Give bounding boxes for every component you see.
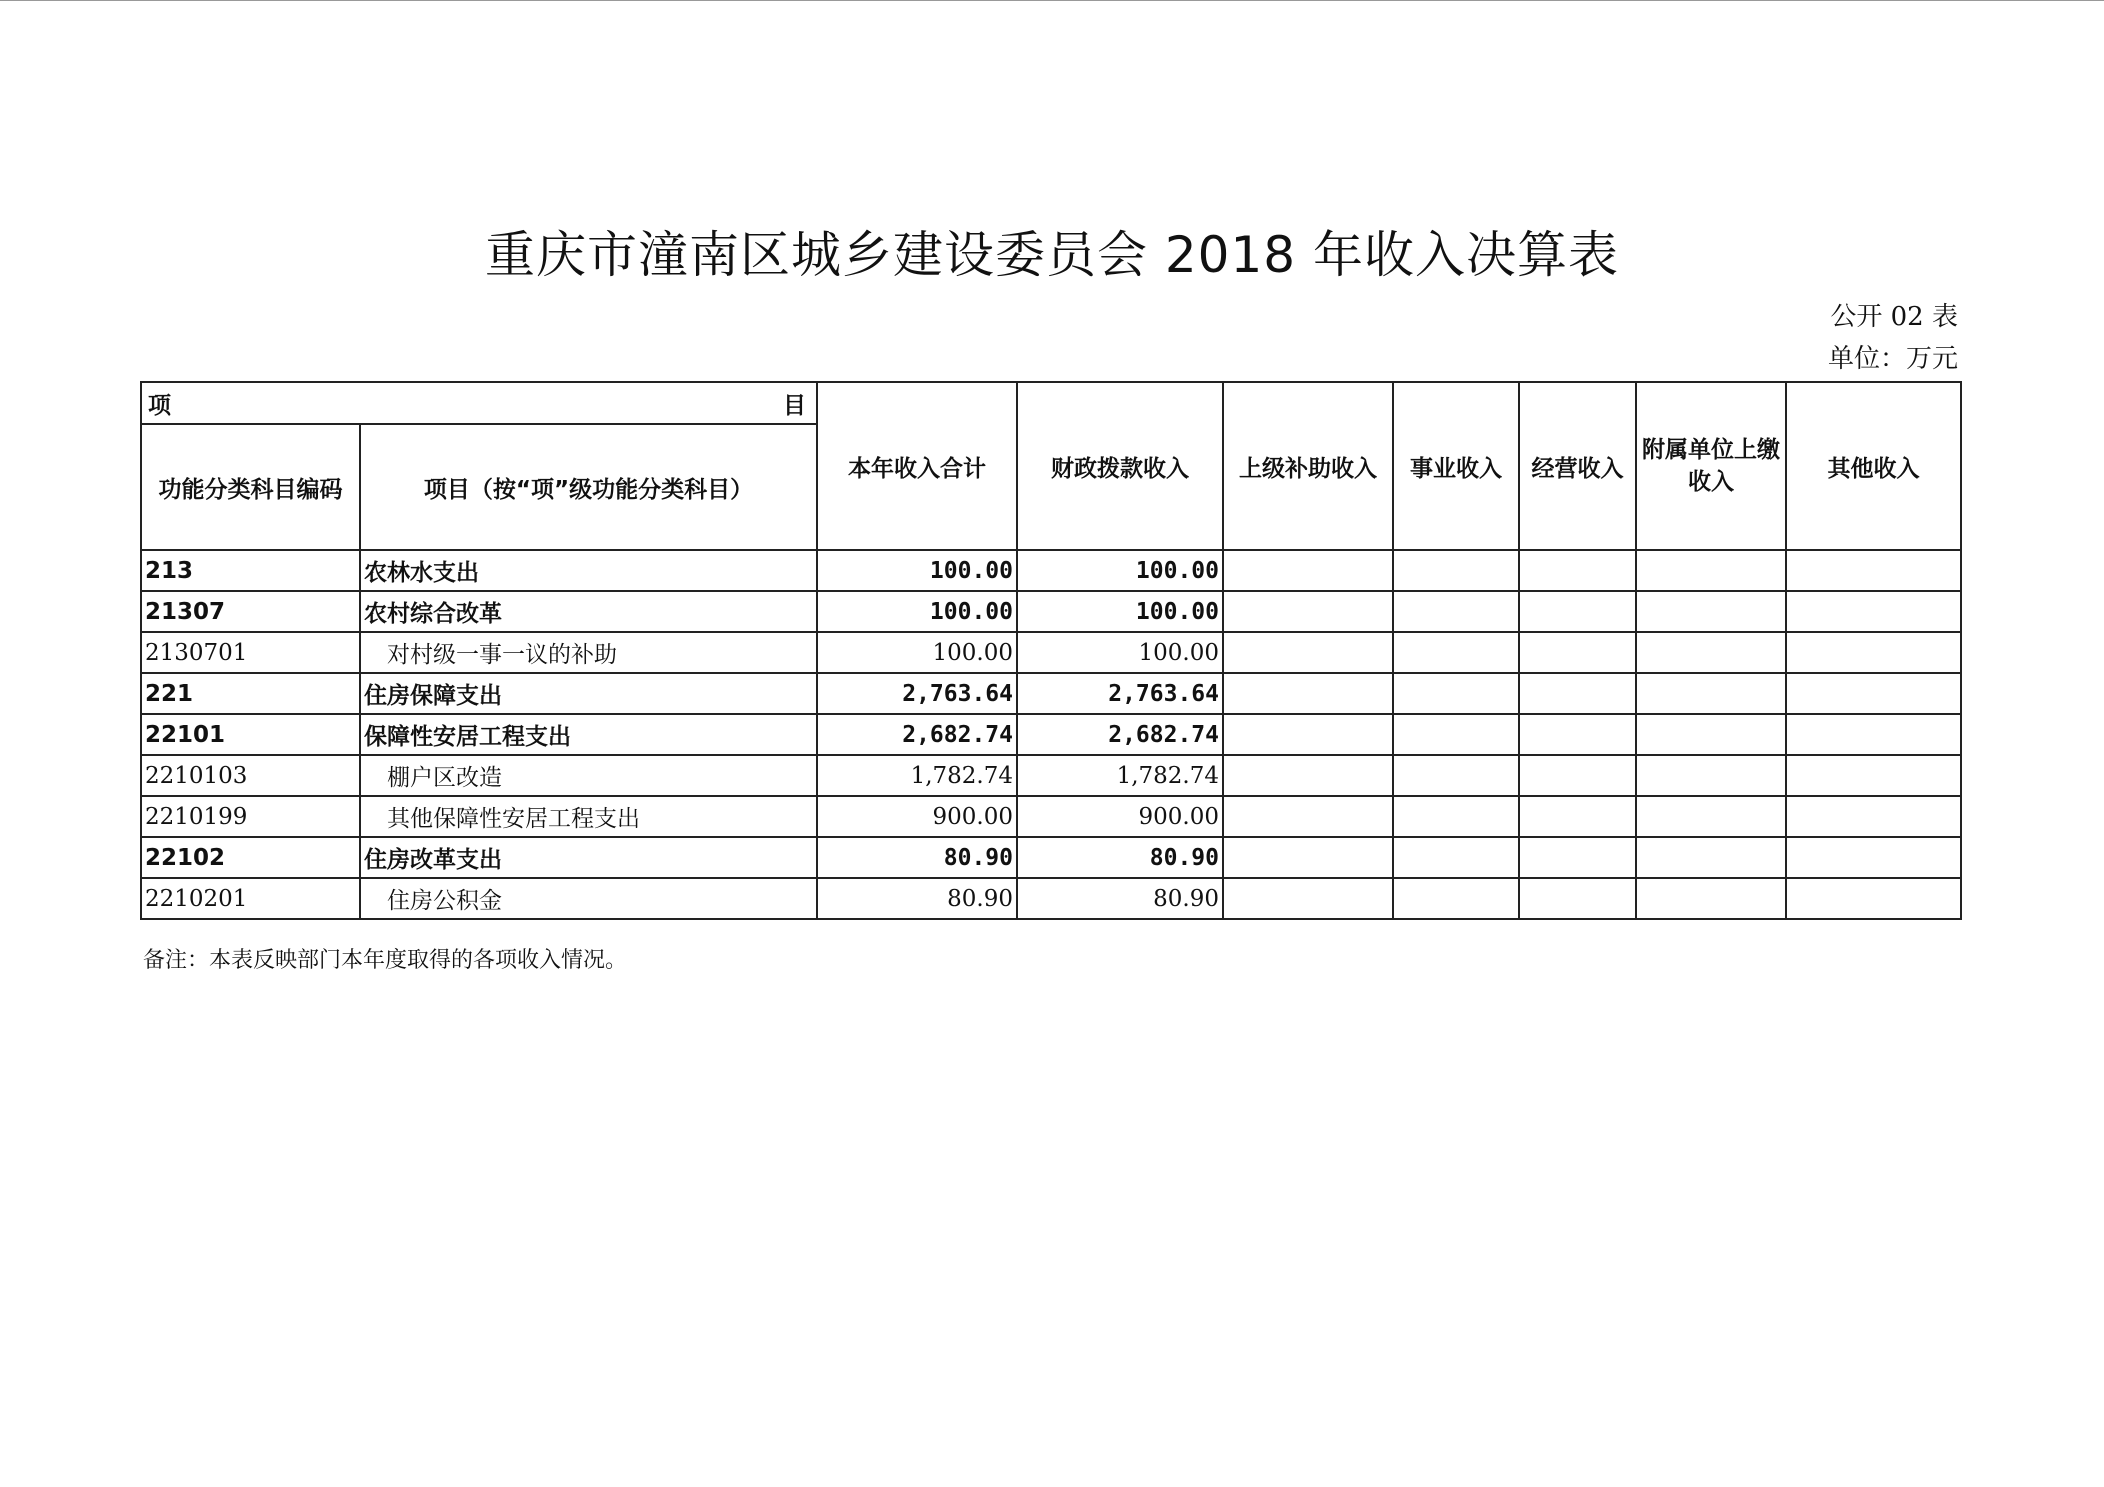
cell-business <box>1393 837 1519 878</box>
cell-code: 213 <box>141 550 360 591</box>
cell-name: 对村级一事一议的补助 <box>360 632 817 673</box>
cell-other <box>1786 673 1961 714</box>
cell-other <box>1786 591 1961 632</box>
header-affiliated: 附属单位上缴收入 <box>1636 382 1786 550</box>
table-row <box>141 755 1961 796</box>
cell-other <box>1786 878 1961 919</box>
cell-business <box>1393 591 1519 632</box>
cell-other <box>1786 796 1961 837</box>
unit-label: 单位：万元 <box>1827 344 1958 374</box>
cell-fiscal: 80.90 <box>1017 878 1223 919</box>
cell-total: 80.90 <box>817 878 1017 919</box>
cell-affiliated <box>1636 796 1786 837</box>
cell-other <box>1786 632 1961 673</box>
cell-fiscal: 900.00 <box>1017 796 1223 837</box>
cell-code: 2210201 <box>141 878 360 919</box>
header-business: 事业收入 <box>1393 382 1519 550</box>
cell-operating <box>1519 714 1636 755</box>
header-code: 功能分类科目编码 <box>141 424 360 550</box>
cell-business <box>1393 673 1519 714</box>
cell-total: 80.90 <box>817 837 1017 878</box>
cell-fiscal: 80.90 <box>1017 837 1223 878</box>
cell-fiscal: 2,763.64 <box>1017 673 1223 714</box>
form-code: 公开 02 表 <box>1830 302 1958 332</box>
cell-affiliated <box>1636 673 1786 714</box>
cell-superior <box>1223 796 1393 837</box>
cell-operating <box>1519 755 1636 796</box>
cell-name: 棚户区改造 <box>360 755 817 796</box>
cell-operating <box>1519 632 1636 673</box>
cell-business <box>1393 550 1519 591</box>
cell-other <box>1786 550 1961 591</box>
cell-code: 22102 <box>141 837 360 878</box>
cell-operating <box>1519 878 1636 919</box>
cell-superior <box>1223 550 1393 591</box>
cell-name: 保障性安居工程支出 <box>360 714 817 755</box>
page-title: 重庆市潼南区城乡建设委员会 2018 年收入决算表 <box>484 226 1620 284</box>
cell-superior <box>1223 755 1393 796</box>
cell-code: 2130701 <box>141 632 360 673</box>
table-row <box>141 796 1961 837</box>
cell-code: 22101 <box>141 714 360 755</box>
cell-fiscal: 100.00 <box>1017 632 1223 673</box>
cell-code: 2210199 <box>141 796 360 837</box>
cell-business <box>1393 755 1519 796</box>
footnote: 备注：本表反映部门本年度取得的各项收入情况。 <box>143 948 628 973</box>
header-project-right: 目 <box>783 393 806 419</box>
table-row <box>141 632 1961 673</box>
cell-superior <box>1223 878 1393 919</box>
cell-name: 住房公积金 <box>360 878 817 919</box>
cell-superior <box>1223 837 1393 878</box>
cell-total: 2,763.64 <box>817 673 1017 714</box>
cell-operating <box>1519 550 1636 591</box>
cell-affiliated <box>1636 591 1786 632</box>
cell-operating <box>1519 796 1636 837</box>
cell-business <box>1393 796 1519 837</box>
cell-business <box>1393 632 1519 673</box>
table-row <box>141 837 1961 878</box>
header-total: 本年收入合计 <box>817 382 1017 550</box>
table-row <box>141 550 1961 591</box>
cell-fiscal: 1,782.74 <box>1017 755 1223 796</box>
cell-affiliated <box>1636 837 1786 878</box>
cell-total: 2,682.74 <box>817 714 1017 755</box>
cell-affiliated <box>1636 550 1786 591</box>
cell-name: 农林水支出 <box>360 550 817 591</box>
cell-affiliated <box>1636 632 1786 673</box>
cell-other <box>1786 714 1961 755</box>
cell-superior <box>1223 591 1393 632</box>
cell-total: 1,782.74 <box>817 755 1017 796</box>
table-row <box>141 591 1961 632</box>
cell-name: 住房保障支出 <box>360 673 817 714</box>
cell-other <box>1786 755 1961 796</box>
cell-fiscal: 2,682.74 <box>1017 714 1223 755</box>
cell-operating <box>1519 673 1636 714</box>
table-row <box>141 878 1961 919</box>
header-project <box>141 382 817 424</box>
cell-total: 100.00 <box>817 591 1017 632</box>
cell-superior <box>1223 714 1393 755</box>
cell-other <box>1786 837 1961 878</box>
cell-superior <box>1223 632 1393 673</box>
cell-total: 100.00 <box>817 550 1017 591</box>
cell-fiscal: 100.00 <box>1017 591 1223 632</box>
cell-affiliated <box>1636 878 1786 919</box>
cell-total: 100.00 <box>817 632 1017 673</box>
cell-name: 住房改革支出 <box>360 837 817 878</box>
table-row <box>141 673 1961 714</box>
cell-operating <box>1519 837 1636 878</box>
table-row <box>141 714 1961 755</box>
cell-fiscal: 100.00 <box>1017 550 1223 591</box>
header-operating: 经营收入 <box>1519 382 1636 550</box>
cell-code: 221 <box>141 673 360 714</box>
header-other: 其他收入 <box>1786 382 1961 550</box>
cell-business <box>1393 714 1519 755</box>
income-statement-table <box>140 381 1962 920</box>
page-top-rule <box>0 0 2104 1</box>
cell-superior <box>1223 673 1393 714</box>
cell-operating <box>1519 591 1636 632</box>
cell-business <box>1393 878 1519 919</box>
header-project-left: 项 <box>148 393 171 419</box>
cell-total: 900.00 <box>817 796 1017 837</box>
cell-affiliated <box>1636 714 1786 755</box>
header-superior: 上级补助收入 <box>1223 382 1393 550</box>
cell-affiliated <box>1636 755 1786 796</box>
header-fiscal: 财政拨款收入 <box>1017 382 1223 550</box>
cell-name: 农村综合改革 <box>360 591 817 632</box>
cell-name: 其他保障性安居工程支出 <box>360 796 817 837</box>
cell-code: 2210103 <box>141 755 360 796</box>
header-name: 项目（按“项”级功能分类科目） <box>360 424 817 550</box>
cell-code: 21307 <box>141 591 360 632</box>
